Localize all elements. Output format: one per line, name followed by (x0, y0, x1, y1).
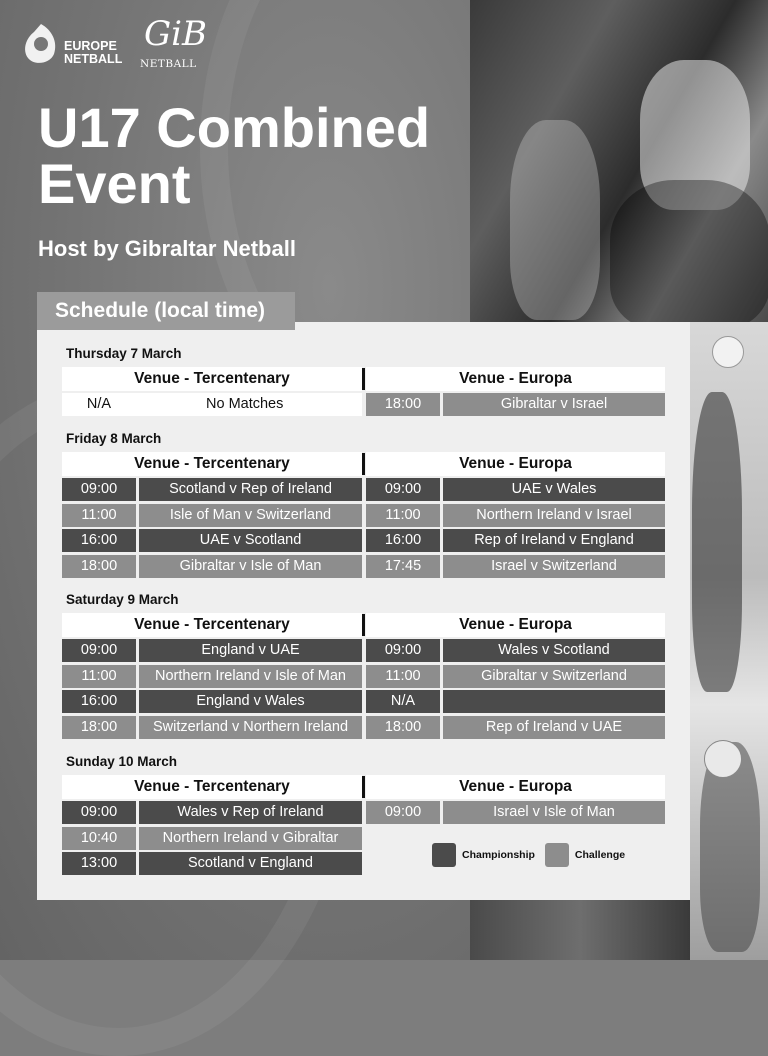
match-fixture: England v UAE (139, 639, 362, 662)
match-row (62, 665, 362, 688)
match-time: 13:00 (62, 852, 136, 875)
challenge-swatch (545, 843, 569, 867)
match-row (62, 555, 362, 578)
match-row (366, 478, 665, 501)
match-row (62, 801, 362, 824)
match-row (62, 690, 362, 713)
day-label: Thursday 7 March (66, 346, 182, 361)
match-time: 11:00 (62, 665, 136, 688)
venue-header-tercentenary: Venue - Tercentenary (62, 613, 362, 637)
venue-header-tercentenary: Venue - Tercentenary (62, 367, 362, 391)
match-fixture: UAE v Scotland (139, 529, 362, 552)
match-row (62, 529, 362, 552)
legend (432, 843, 625, 867)
match-time: 10:40 (62, 827, 136, 850)
match-row (366, 801, 665, 824)
netball-logo-text: NETBALL (64, 52, 123, 66)
match-row (62, 852, 362, 875)
match-fixture: No Matches (136, 393, 362, 416)
match-row (366, 690, 665, 713)
match-row (62, 504, 362, 527)
match-row (62, 478, 362, 501)
match-row (366, 716, 665, 739)
match-row (62, 716, 362, 739)
match-time: 16:00 (366, 529, 440, 552)
match-fixture: Isle of Man v Switzerland (139, 504, 362, 527)
match-row (366, 665, 665, 688)
match-time: 18:00 (366, 716, 440, 739)
match-time: 17:45 (366, 555, 440, 578)
match-time: 18:00 (62, 555, 136, 578)
match-row (62, 393, 362, 416)
match-fixture: Rep of Ireland v UAE (443, 716, 665, 739)
gib-logo-text: NETBALL (140, 58, 197, 70)
europe-logo-text: EUROPE (64, 39, 117, 53)
match-fixture: Switzerland v Northern Ireland (139, 716, 362, 739)
match-fixture: Northern Ireland v Israel (443, 504, 665, 527)
venue-header-tercentenary: Venue - Tercentenary (62, 452, 362, 476)
match-time: 09:00 (62, 639, 136, 662)
match-row (366, 639, 665, 662)
day-label: Sunday 10 March (66, 754, 178, 769)
legend-label-challenge: Challenge (574, 849, 626, 861)
venue-header-tercentenary: Venue - Tercentenary (62, 775, 362, 799)
event-title: U17 Combined Event (38, 96, 431, 215)
match-fixture: Gibraltar v Israel (443, 393, 665, 416)
match-row (366, 504, 665, 527)
match-fixture: Gibraltar v Isle of Man (139, 555, 362, 578)
match-row (366, 393, 665, 416)
crowd-photo-strip (470, 900, 690, 960)
match-fixture (443, 690, 665, 713)
netball-icon (704, 740, 742, 778)
schedule-heading: Schedule (local time) (37, 292, 295, 330)
match-time: N/A (366, 690, 440, 713)
match-row (62, 827, 362, 850)
match-fixture: Northern Ireland v Isle of Man (139, 665, 362, 688)
match-time: 11:00 (366, 665, 440, 688)
crowd-photo (470, 0, 768, 322)
match-time: 09:00 (62, 801, 136, 824)
day-label: Friday 8 March (66, 431, 162, 446)
venue-header-europa: Venue - Europa (366, 613, 665, 637)
europe-netball-emblem-icon (20, 20, 62, 70)
venue-divider (362, 614, 365, 636)
match-time: 09:00 (366, 801, 440, 824)
legend-label-championship: Championship (462, 849, 535, 861)
host-subtitle: Host by Gibraltar Netball (38, 236, 296, 261)
match-time: 16:00 (62, 690, 136, 713)
match-row (366, 529, 665, 552)
match-time: N/A (62, 393, 136, 416)
match-row (366, 555, 665, 578)
match-fixture: Israel v Switzerland (443, 555, 665, 578)
match-time: 09:00 (62, 478, 136, 501)
netball-icon (712, 336, 744, 368)
match-fixture: Scotland v England (139, 852, 362, 875)
match-time: 18:00 (366, 393, 440, 416)
netball-players-photo (690, 322, 768, 960)
venue-divider (362, 776, 365, 798)
match-fixture: Wales v Rep of Ireland (139, 801, 362, 824)
venue-divider (362, 453, 365, 475)
match-time: 09:00 (366, 639, 440, 662)
match-time: 11:00 (62, 504, 136, 527)
match-time: 16:00 (62, 529, 136, 552)
match-time: 11:00 (366, 504, 440, 527)
match-fixture: UAE v Wales (443, 478, 665, 501)
match-fixture: Northern Ireland v Gibraltar (139, 827, 362, 850)
match-fixture: Scotland v Rep of Ireland (139, 478, 362, 501)
match-fixture: England v Wales (139, 690, 362, 713)
championship-swatch (432, 843, 456, 867)
match-fixture: Wales v Scotland (443, 639, 665, 662)
match-time: 09:00 (366, 478, 440, 501)
match-row (62, 639, 362, 662)
match-fixture: Israel v Isle of Man (443, 801, 665, 824)
match-time: 18:00 (62, 716, 136, 739)
gib-logo-mark: GiB (144, 14, 208, 54)
match-fixture: Gibraltar v Switzerland (443, 665, 665, 688)
venue-header-europa: Venue - Europa (366, 367, 665, 391)
venue-header-europa: Venue - Europa (366, 775, 665, 799)
match-fixture: Rep of Ireland v England (443, 529, 665, 552)
day-label: Saturday 9 March (66, 592, 179, 607)
gib-netball-logo (140, 14, 210, 72)
venue-divider (362, 368, 365, 390)
venue-header-europa: Venue - Europa (366, 452, 665, 476)
